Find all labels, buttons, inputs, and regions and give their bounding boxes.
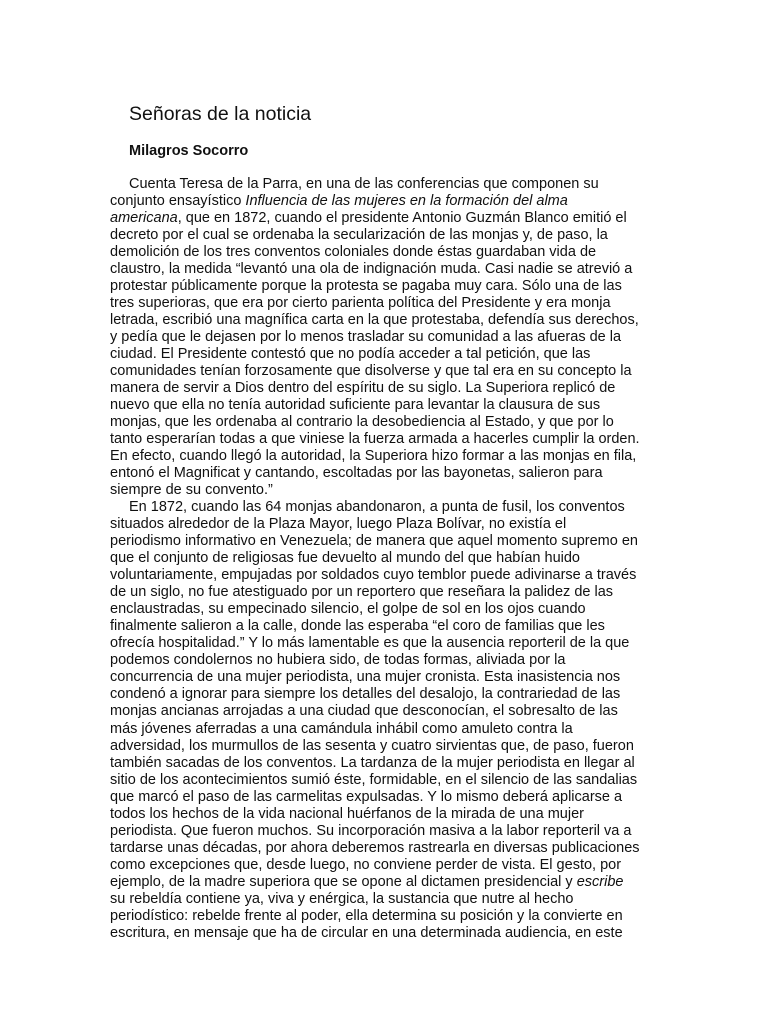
text-line <box>110 601 690 618</box>
text-segment: En 1872, cuando las 64 monjas abandonaron, a punta de fusil, los conventos <box>129 499 625 516</box>
text-segment: ciudad. El Presidente contestó que no podía acceder a tal petición, que las <box>110 346 591 363</box>
document-title: Señoras de la noticia <box>129 103 312 125</box>
text-line <box>110 448 690 465</box>
text-line <box>110 312 690 329</box>
text-segment: también sacadas de los conventos. La tardanza de la mujer periodista en llegar al <box>110 754 635 771</box>
text-segment: que el conjunto de religiosas fue devuelto al mundo del que habían huido <box>110 550 580 567</box>
text-line <box>110 584 690 601</box>
text-segment: como excepciones que, desde luego, no conviene perder de vista. El gesto, por <box>110 856 622 873</box>
text-segment: manera de servir a Dios dentro del espíritu de su siglo. La Superiora replicó de <box>110 380 616 397</box>
paragraph <box>110 176 690 499</box>
article-body <box>110 176 690 942</box>
text-line <box>110 925 690 942</box>
italic-text: americana <box>110 210 178 227</box>
text-segment: letrada, escribió una magnífica carta en la que protestaba, defendía sus derechos, <box>110 312 639 329</box>
text-segment: ofrecía hospitalidad.” Y lo más lamentable es que la ausencia reporteril de la que <box>110 635 630 652</box>
text-segment: monjas ancianas arrojadas a una ciudad que desconocían, el sobresalto de las <box>110 703 618 720</box>
text-segment: comunidades tenían forzosamente que disolverse y que tal era en su concepto la <box>110 363 632 380</box>
text-line <box>110 567 690 584</box>
text-line <box>110 380 690 397</box>
text-line <box>110 244 690 261</box>
text-segment: conjunto ensayístico <box>110 193 246 210</box>
text-segment: protestar públicamente porque la protesta se pagaba muy cara. Sólo una de las <box>110 278 622 295</box>
text-segment: tardarse unas décadas, por ahora deberemos rastrearla en diversas publicaciones <box>110 839 640 856</box>
text-segment: ejemplo, de la madre superiora que se opone al dictamen presidencial y <box>110 873 577 890</box>
text-line <box>110 721 690 738</box>
text-line <box>110 857 690 874</box>
text-line <box>110 533 690 550</box>
text-segment: condenó a ignorar para siempre los detalles del desalojo, la contrariedad de las <box>110 686 621 703</box>
text-segment: siempre de su convento.” <box>110 482 273 499</box>
text-line <box>110 499 690 516</box>
text-segment: claustro, la medida “levantó una ola de indignación muda. Casi nadie se atrevió a <box>110 261 633 278</box>
text-line <box>110 363 690 380</box>
text-line <box>110 823 690 840</box>
text-segment: enclaustradas, su empecinado silencio, el golpe de sol en los ojos cuando <box>110 601 586 618</box>
text-segment: Cuenta Teresa de la Parra, en una de las conferencias que componen su <box>129 176 599 192</box>
text-segment: monjas, que les ordenaba al contrario la desobediencia al Estado, y que por lo <box>110 414 614 431</box>
text-segment: podemos condolernos no hubiera sido, de todas formas, aliviada por la <box>110 652 566 669</box>
text-line <box>110 669 690 686</box>
paragraph <box>110 499 690 941</box>
text-line <box>110 431 690 448</box>
text-segment: situados alrededor de la Plaza Mayor, luego Plaza Bolívar, no existía el <box>110 516 567 533</box>
text-line <box>110 789 690 806</box>
text-segment: En efecto, cuando llegó la autoridad, la Superiora hizo formar a las monjas en fila, <box>110 448 637 465</box>
text-line <box>110 686 690 703</box>
text-line <box>110 329 690 346</box>
text-segment: tres superioras, que era por cierto parienta política del Presidente y era monja <box>110 295 611 312</box>
text-segment: periodístico: rebelde frente al poder, ella determina su posición y la convierte en <box>110 907 623 924</box>
text-line <box>110 210 690 227</box>
text-line <box>110 652 690 669</box>
text-segment: decreto por el cual se ordenaba la secularización de las monjas y, de paso, la <box>110 227 608 244</box>
text-line <box>110 703 690 720</box>
text-segment: escritura, en mensaje que ha de circular en una determinada audiencia, en este <box>110 924 623 941</box>
text-line <box>110 908 690 925</box>
text-segment: todos los hechos de la vida nacional huérfanos de la mirada de una mujer <box>110 805 584 822</box>
text-segment: de un siglo, no fue atestiguado por un reportero que reseñara la palidez de las <box>110 584 614 601</box>
text-line <box>110 346 690 363</box>
text-line <box>110 635 690 652</box>
text-line <box>110 772 690 789</box>
text-line <box>110 806 690 823</box>
text-segment: periodista. Que fueron muchos. Su incorporación masiva a la labor reporteril va a <box>110 822 632 839</box>
text-line <box>110 516 690 533</box>
text-line <box>110 227 690 244</box>
text-segment: voluntariamente, empujadas por soldados cuyo temblor puede adivinarse a través <box>110 567 637 584</box>
text-line <box>110 397 690 414</box>
text-line <box>110 465 690 482</box>
text-segment: , que en 1872, cuando el presidente Antonio Guzmán Blanco emitió el <box>177 210 627 227</box>
text-line <box>110 278 690 295</box>
text-segment: demolición de los tres conventos coloniales donde éstas guardaban vida de <box>110 244 597 261</box>
text-line <box>110 840 690 857</box>
text-segment: más jóvenes aferradas a una camándula inhábil como amuleto contra la <box>110 720 573 737</box>
text-segment: que marcó el paso de las carmelitas expulsadas. Y lo mismo deberá aplicarse a <box>110 788 623 805</box>
text-line <box>110 176 690 193</box>
text-line <box>110 261 690 278</box>
text-line <box>110 295 690 312</box>
text-segment: adversidad, los murmullos de las sesenta y cuatro sirvientas que, de paso, fueron <box>110 737 634 754</box>
text-segment: tanto esperarían todas a que viniese la fuerza armada a hacerles cumplir la orden. <box>110 431 640 448</box>
text-line <box>110 482 690 499</box>
text-line <box>110 874 690 891</box>
text-line <box>110 891 690 908</box>
italic-text: Influencia de las mujeres en la formación del alma <box>245 193 568 210</box>
text-segment: periodismo informativo en Venezuela; de manera que aquel momento supremo en <box>110 533 638 550</box>
text-segment: su rebeldía contiene ya, viva y enérgica, la sustancia que nutre al hecho <box>110 890 574 907</box>
text-line <box>110 193 690 210</box>
text-line <box>110 738 690 755</box>
text-segment: y pedía que le dejasen por lo menos trasladar su comunidad a las afueras de la <box>110 329 622 346</box>
text-segment: sitio de los acontecimientos sumió éste, formidable, en el silencio de las sandalias <box>110 771 638 788</box>
text-segment: concurrencia de una mujer periodista, una mujer cronista. Esta inasistencia nos <box>110 669 621 686</box>
text-line <box>110 550 690 567</box>
author-name: Milagros Socorro <box>129 143 249 159</box>
text-line <box>110 414 690 431</box>
text-segment: nuevo que ella no tenía autoridad suficiente para levantar la clausura de sus <box>110 397 601 414</box>
italic-text: escribe <box>576 873 624 890</box>
text-line <box>110 755 690 772</box>
text-segment: entonó el Magnificat y cantando, escoltadas por las bayonetas, salieron para <box>110 465 603 482</box>
text-segment: finalmente salieron a la calle, donde las esperaba “el coro de familias que les <box>110 618 605 635</box>
text-line <box>110 618 690 635</box>
